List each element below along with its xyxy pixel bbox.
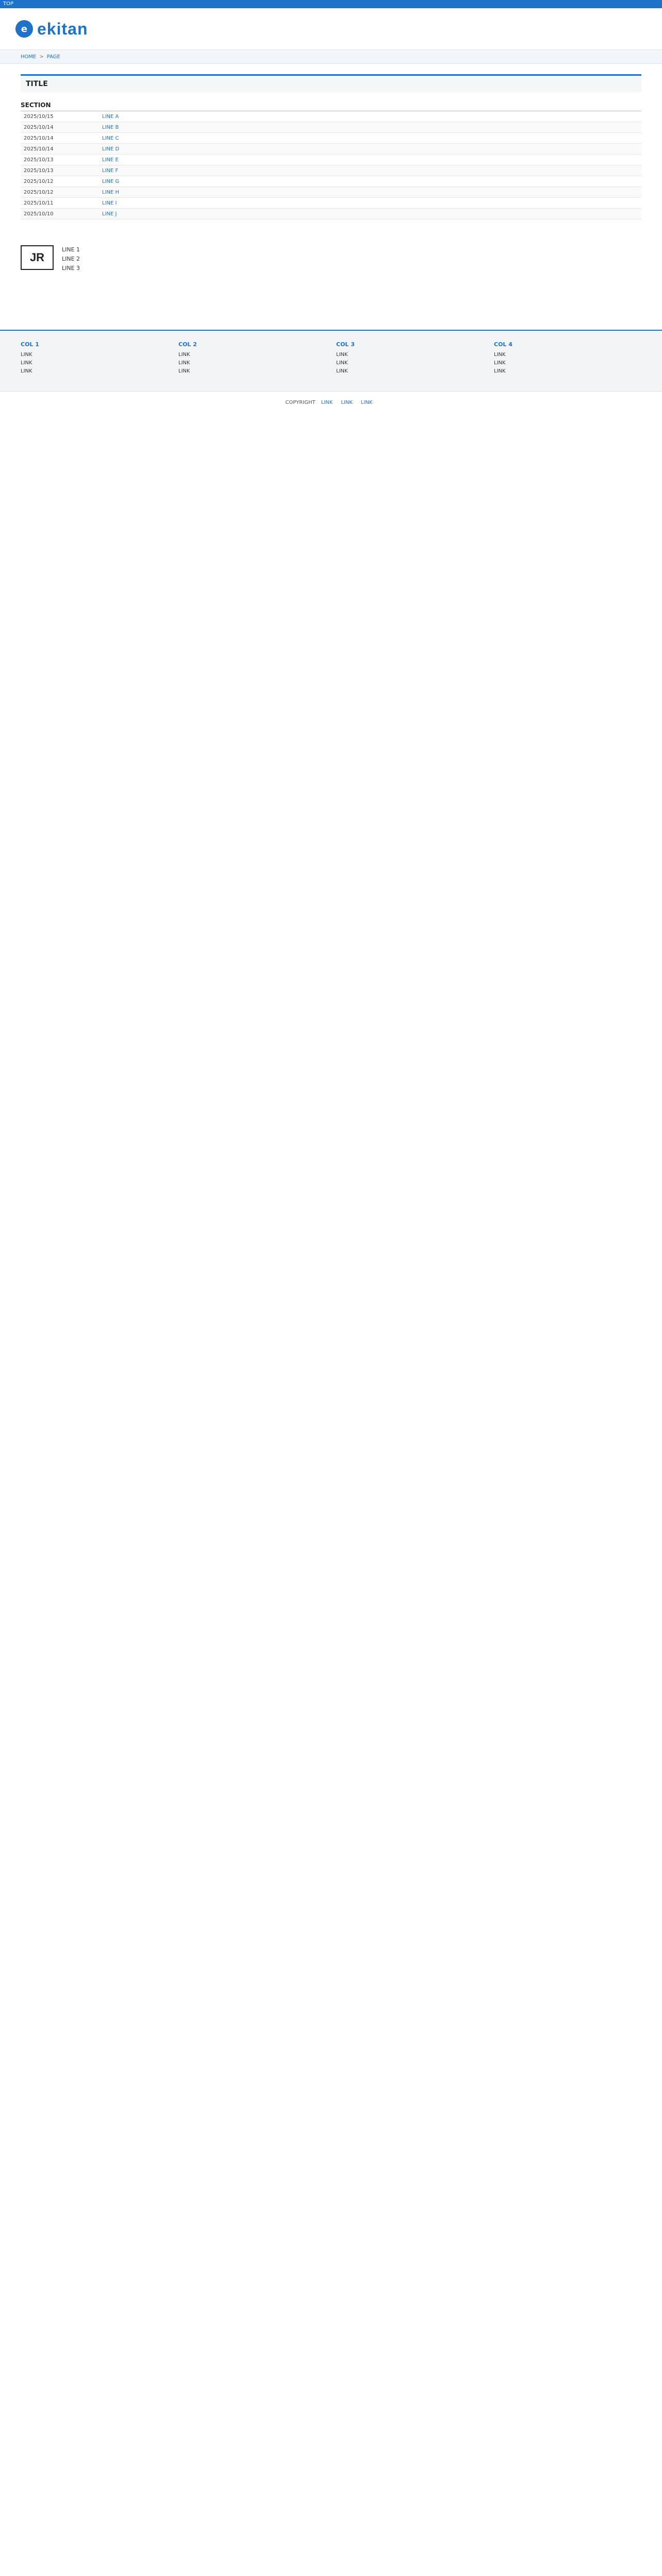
table-row [21, 144, 641, 155]
jr-block [21, 245, 641, 273]
section-heading: SECTION [21, 99, 641, 111]
jr-logo: JR [21, 245, 54, 270]
breadcrumb-home[interactable]: HOME [21, 54, 37, 60]
logo-text: ekitan [37, 19, 88, 38]
row-date: 2025/10/11 [21, 198, 99, 209]
site-footer [0, 330, 662, 391]
footer-columns [21, 341, 641, 376]
bottom-bar [0, 391, 662, 414]
site-header [0, 8, 662, 50]
breadcrumb-current: PAGE [46, 54, 60, 60]
table-row [21, 176, 641, 187]
footer-link[interactable]: LINK [178, 368, 190, 374]
jr-line-2: LINE 2 [62, 256, 80, 262]
footer-link[interactable]: LINK [21, 352, 32, 358]
row-link[interactable]: LINE B [99, 122, 641, 133]
top-bar [0, 0, 662, 8]
bottom-links [317, 400, 377, 405]
row-link[interactable]: LINE F [99, 165, 641, 176]
jr-text [62, 245, 80, 273]
row-link[interactable]: LINE J [99, 209, 641, 219]
footer-column [178, 341, 326, 376]
row-date: 2025/10/14 [21, 144, 99, 155]
table-row [21, 209, 641, 219]
jr-line-1: LINE 1 [62, 246, 80, 253]
row-link[interactable]: LINE D [99, 144, 641, 155]
footer-link[interactable]: LINK [336, 360, 348, 366]
table-row [21, 165, 641, 176]
footer-link[interactable]: LINK [21, 360, 32, 366]
row-date: 2025/10/13 [21, 155, 99, 165]
footer-link[interactable]: LINK [178, 360, 190, 366]
row-date: 2025/10/12 [21, 187, 99, 198]
breadcrumb-separator: > [39, 54, 44, 60]
footer-link[interactable]: LINK [21, 368, 32, 374]
bottom-link[interactable]: LINK [321, 400, 333, 405]
table-row [21, 122, 641, 133]
footer-link[interactable]: LINK [178, 352, 190, 358]
row-date: 2025/10/15 [21, 111, 99, 122]
row-link[interactable]: LINE E [99, 155, 641, 165]
row-date: 2025/10/10 [21, 209, 99, 219]
footer-column [21, 341, 168, 376]
logo-mark-icon: e [15, 20, 33, 38]
copyright: COPYRIGHT [285, 400, 316, 405]
footer-column-title: COL 2 [178, 341, 197, 348]
row-link[interactable]: LINE I [99, 198, 641, 209]
footer-column-title: COL 1 [21, 341, 39, 348]
row-date: 2025/10/14 [21, 122, 99, 133]
top-bar-text: TOP [3, 1, 14, 7]
table-row [21, 187, 641, 198]
news-table [21, 111, 641, 219]
row-link[interactable]: LINE G [99, 176, 641, 187]
page-content [21, 74, 641, 219]
table-row [21, 155, 641, 165]
footer-link[interactable]: LINK [336, 368, 348, 374]
site-logo[interactable] [15, 20, 88, 39]
row-link[interactable]: LINE A [99, 111, 641, 122]
footer-column-title: COL 3 [336, 341, 355, 348]
footer-column [494, 341, 641, 376]
footer-column [336, 341, 484, 376]
footer-link[interactable]: LINK [494, 360, 506, 366]
footer-link[interactable]: LINK [494, 352, 506, 358]
table-row [21, 198, 641, 209]
row-date: 2025/10/13 [21, 165, 99, 176]
row-date: 2025/10/12 [21, 176, 99, 187]
bottom-link[interactable]: LINK [341, 400, 353, 405]
page-title: TITLE [21, 74, 641, 92]
row-link[interactable]: LINE H [99, 187, 641, 198]
jr-line-3: LINE 3 [62, 265, 80, 272]
footer-link[interactable]: LINK [494, 368, 506, 374]
table-row [21, 133, 641, 144]
row-date: 2025/10/14 [21, 133, 99, 144]
breadcrumb [0, 50, 662, 64]
table-row [21, 111, 641, 122]
bottom-link[interactable]: LINK [360, 400, 373, 405]
footer-column-title: COL 4 [494, 341, 512, 348]
row-link[interactable]: LINE C [99, 133, 641, 144]
footer-link[interactable]: LINK [336, 352, 348, 358]
